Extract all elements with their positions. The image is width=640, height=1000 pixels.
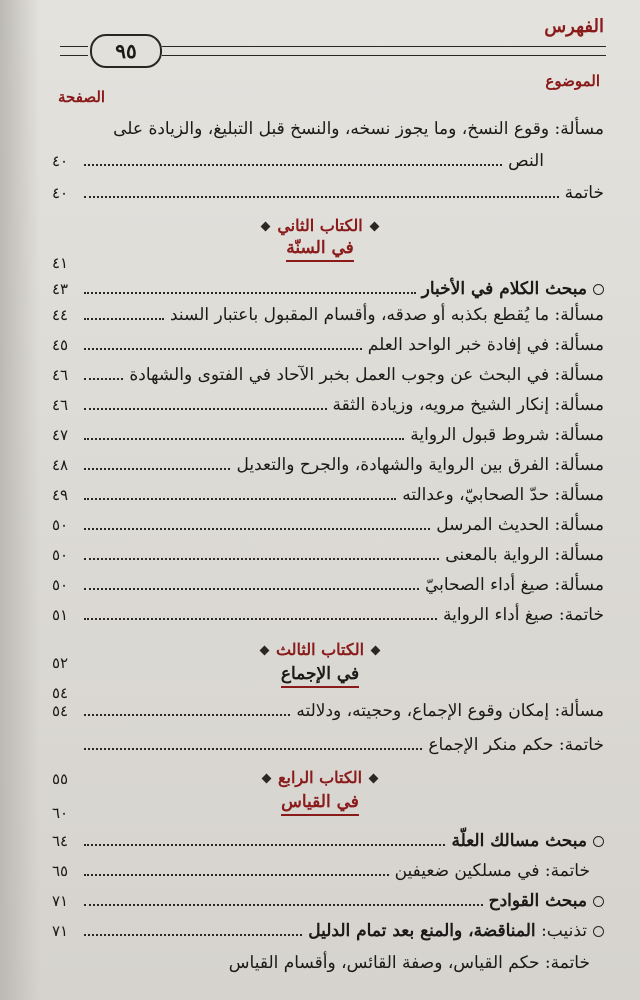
dot-leader: [84, 904, 483, 906]
dot-leader: [84, 468, 230, 470]
entry-label: مسألة:: [554, 119, 604, 139]
dot-leader: [84, 348, 362, 350]
dot-leader: [84, 378, 123, 380]
entry-page: ٤٤: [52, 306, 69, 324]
dot-leader: [84, 408, 327, 410]
entry-label: مسألة:: [554, 395, 604, 415]
entry-text: النص: [508, 151, 544, 171]
circle-bullet-icon: [593, 926, 604, 937]
entry-page: ٦٤: [52, 832, 69, 850]
toc-entry: [52, 764, 604, 794]
entry-text: ما يُقطع بكذبه أو صدقه، وأقسام المقبول باعتبار السند: [170, 305, 550, 325]
column-header-topic: الموضوع: [545, 72, 600, 90]
toc-entry: [52, 798, 604, 828]
page-header-title: الفهرس: [544, 16, 604, 37]
entry-page: ٦٥: [52, 862, 69, 880]
page-edge-shadow: [0, 0, 40, 1000]
toc-entry: [52, 948, 604, 978]
dot-leader: [84, 438, 404, 440]
entry-label: مسألة:: [554, 485, 604, 505]
entry-text: صيغ أداء الصحابيّ: [424, 575, 550, 595]
entry-page: ٤٦: [52, 396, 69, 414]
entry-text: في البحث عن وجوب العمل بخبر الآحاد في الفتوى والشهادة: [129, 365, 550, 385]
circle-bullet-icon: [593, 284, 604, 295]
entry-page: ٤٥: [52, 336, 69, 354]
dot-leader: [84, 318, 164, 320]
entry-label: تذنيب:: [541, 921, 587, 941]
toc-entry: [52, 114, 604, 144]
entry-label: مسألة:: [554, 515, 604, 535]
dot-leader: [84, 748, 422, 750]
toc-entry: [52, 730, 604, 760]
entry-label: خاتمة:: [544, 953, 590, 973]
entry-page: ٥٤: [52, 684, 69, 702]
dot-leader: [84, 714, 290, 716]
entry-page: ٤١: [52, 254, 69, 272]
entry-label: مسألة:: [554, 455, 604, 475]
subheading-text: في القياس: [281, 792, 359, 816]
toc-entry: [52, 330, 604, 360]
toc-entry: [52, 420, 604, 450]
entry-page: ٥٢: [52, 654, 69, 672]
entry-label: مسألة:: [554, 701, 604, 721]
entry-text: الفرق بين الرواية والشهادة، والجرح والتعديل: [236, 455, 550, 475]
entry-label: خاتمة:: [558, 605, 604, 625]
dot-leader: [84, 558, 439, 560]
page-number: ٩٥: [90, 34, 162, 68]
entry-text: في إفادة خبر الواحد العلم: [367, 335, 550, 355]
entry-page: ٥١: [52, 606, 69, 624]
entry-label: مسألة:: [554, 365, 604, 385]
toc-entry: [52, 300, 604, 330]
entry-text: صيغ أداء الرواية: [443, 605, 554, 625]
toc-entry: [52, 178, 604, 208]
toc-entry: [52, 390, 604, 420]
toc-entry: [52, 540, 604, 570]
entry-text: وقوع النسخ، وما يجوز نسخه، والنسخ قبل التبليغ، والزيادة على: [113, 119, 550, 139]
subheading-text: في السنّة: [286, 238, 354, 262]
entry-text: حكم منكر الإجماع: [428, 735, 554, 755]
entry-page: ٤٨: [52, 456, 69, 474]
book-title: الكتاب الثاني: [277, 216, 363, 235]
entry-label: خاتمة: [564, 183, 604, 203]
entry-label: مسألة:: [554, 335, 604, 355]
column-header-page: الصفحة: [58, 88, 106, 106]
entry-page: ٥٠: [52, 546, 69, 564]
entry-text: حكم القياس، وصفة القائس، وأقسام القياس: [228, 953, 540, 973]
book-title: الكتاب الثالث: [275, 640, 365, 659]
entry-text: مبحث الكلام في الأخبار: [421, 279, 587, 299]
entry-text: الرواية بالمعنى: [445, 545, 550, 565]
entry-label: مسألة:: [554, 575, 604, 595]
entry-text: حدّ الصحابيّ، وعدالته: [402, 485, 550, 505]
entry-text: في مسلكين ضعيفين: [394, 861, 540, 881]
dot-leader: [84, 618, 437, 620]
toc-entry: [52, 916, 604, 946]
entry-page: ٤٧: [52, 426, 69, 444]
book-title: الكتاب الرابع: [277, 768, 363, 787]
toc-entry: [52, 450, 604, 480]
entry-page: ٤٠: [52, 184, 69, 202]
entry-text: مبحث مسالك العلّة: [451, 831, 587, 851]
entry-page: ٥٥: [52, 770, 69, 788]
entry-label: مسألة:: [554, 425, 604, 445]
dot-leader: [84, 196, 559, 198]
toc-entry: [52, 600, 604, 630]
entry-label: مسألة:: [554, 545, 604, 565]
header-rule: [162, 46, 606, 56]
dot-leader: [84, 498, 396, 500]
diamond-ornament: [261, 222, 271, 232]
toc-entry: [52, 856, 604, 886]
entry-page: ٤٩: [52, 486, 69, 504]
dot-leader: [84, 874, 389, 876]
dot-leader: [84, 528, 430, 530]
entry-text: الحديث المرسل: [436, 515, 550, 535]
section-heading: [0, 216, 640, 235]
toc-entry: [52, 146, 604, 176]
entry-label: خاتمة:: [558, 735, 604, 755]
entry-page: ٧١: [52, 922, 69, 940]
subheading-text: في الإجماع: [281, 664, 359, 688]
toc-entry: [52, 480, 604, 510]
dot-leader: [84, 588, 419, 590]
entry-text: إمكان وقوع الإجماع، وحجيته، ودلالته: [296, 701, 550, 721]
entry-text: المناقضة، والمنع بعد تمام الدليل: [308, 921, 536, 941]
entry-text: إنكار الشيخ مرويه، وزيادة الثقة: [332, 395, 550, 415]
entry-page: ٥٠: [52, 576, 69, 594]
entry-label: خاتمة:: [544, 861, 590, 881]
entry-text: شروط قبول الرواية: [410, 425, 550, 445]
entry-page: ٤٠: [52, 152, 69, 170]
toc-entry: [52, 886, 604, 916]
diamond-ornament: [369, 222, 379, 232]
circle-bullet-icon: [593, 836, 604, 847]
entry-page: ٧١: [52, 892, 69, 910]
dot-leader: [84, 934, 302, 936]
toc-entry: [52, 360, 604, 390]
entry-label: مسألة:: [554, 305, 604, 325]
circle-bullet-icon: [593, 896, 604, 907]
toc-entry: [52, 570, 604, 600]
header-rule-left: [60, 46, 88, 56]
entry-text: مبحث القوادح: [488, 891, 587, 911]
dot-leader: [84, 292, 416, 294]
toc-entry: [52, 510, 604, 540]
entry-page: ٤٣: [52, 280, 69, 298]
entry-page: ٦٠: [52, 804, 69, 822]
entry-page: ٤٦: [52, 366, 69, 384]
entry-page: ٥٤: [52, 702, 69, 720]
dot-leader: [84, 164, 502, 166]
dot-leader: [84, 844, 445, 846]
toc-entry: [52, 696, 604, 726]
entry-page: ٥٠: [52, 516, 69, 534]
toc-entry: [52, 826, 604, 856]
